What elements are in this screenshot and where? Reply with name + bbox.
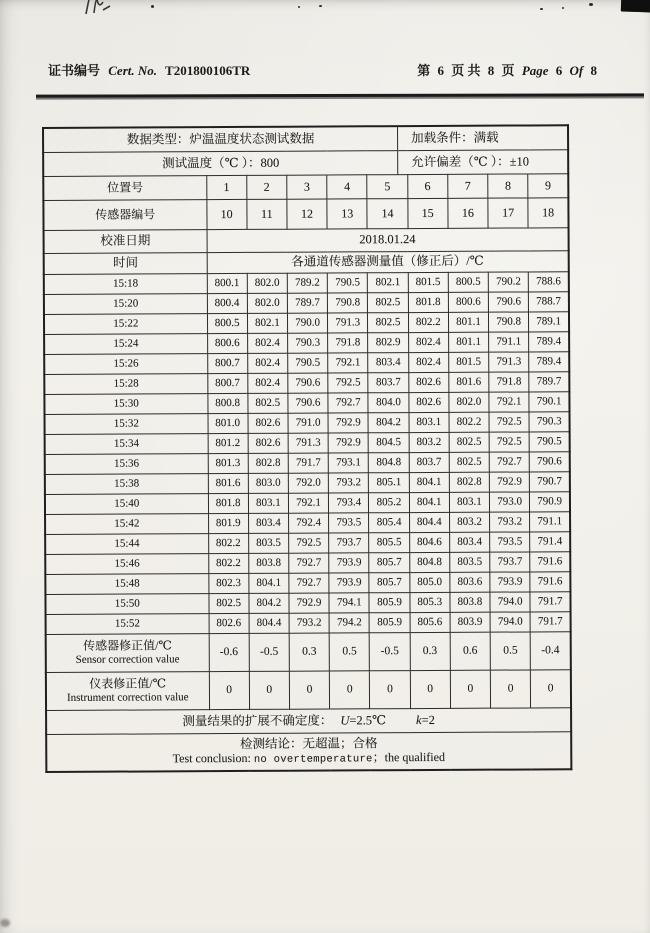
uncertainty-k-symbol: k [415,712,422,727]
value-cell: 803.7 [409,452,449,472]
value-cell: 805.5 [369,533,409,553]
value-cell: 800.1 [207,273,247,293]
value-cell: 801.6 [208,473,248,493]
page-en-of: Of [569,63,584,78]
value-cell: 0 [531,670,571,708]
value-cell: 801.1 [448,332,488,352]
value-cell: 802.3 [208,573,248,593]
value-cell: 0.5 [490,632,530,670]
value-cell: 793.9 [329,573,369,593]
time-cell: 15:22 [44,314,207,335]
page-header [48,60,597,79]
value-cell: 801.8 [208,493,248,513]
calibration-date-label: 校准日期 [44,230,207,254]
page-current: 6 [437,63,445,78]
value-cell: 793.9 [490,572,530,592]
channel-header-cell: 各通道传感器测量值（修正后）/℃ [207,251,569,274]
value-cell: 805.7 [369,573,409,593]
value-cell: 802.0 [247,293,287,313]
position-label: 位置号 [43,176,206,201]
value-cell: 0 [370,671,410,709]
page-en-current: 6 [555,63,563,78]
value-cell: 792.1 [288,493,328,513]
value-cell: 803.4 [449,532,489,552]
measurement-rows [44,272,571,635]
value-cell: 789.4 [529,332,569,352]
value-cell: 0 [330,671,370,709]
conclusion-row [46,732,571,772]
value-cell: -0.6 [209,633,249,671]
value-cell: 794.2 [329,613,369,633]
scan-speck [319,5,322,7]
furnace-test-data-table [42,124,572,773]
time-header-row [44,251,569,275]
value-cell: 791.4 [530,532,570,552]
time-cell: 15:36 [45,454,208,475]
cert-label-cn: 证书编号 [48,63,101,78]
measurement-row [44,332,569,355]
value-cell: 802.5 [248,393,288,413]
time-cell: 15:48 [45,574,208,595]
value-cell: 7 [448,174,488,198]
value-cell: 802.5 [449,432,489,452]
value-cell: 793.2 [328,473,368,493]
value-cell: 792.5 [489,432,529,452]
measurement-row [45,412,570,435]
measurement-row [45,492,570,515]
value-cell: 0.6 [450,632,490,670]
value-cell: 12 [287,199,327,229]
sensor-correction-row [46,632,571,673]
value-cell: 802.0 [247,273,287,293]
value-cell: 790.1 [529,392,569,412]
value-cell: 803.1 [449,492,489,512]
value-cell: 0 [450,670,490,708]
value-cell: 791.1 [489,332,529,352]
uncertainty-k-value: =2 [421,712,435,727]
value-cell: 801.5 [408,272,448,292]
value-cell: 789.7 [287,293,327,313]
value-cell: 790.5 [288,353,328,373]
value-cell: 794.0 [490,592,530,612]
value-cell: 805.4 [369,513,409,533]
instrument-correction-label: 仪表修正值/℃ Instrument correction value [46,672,209,711]
value-cell: 793.7 [329,533,369,553]
value-cell: 800.7 [207,373,247,393]
value-cell: 802.6 [408,372,448,392]
value-cell: 802.2 [208,533,248,553]
value-cell: 804.1 [249,573,289,593]
value-cell: 793.7 [490,552,530,572]
uncertainty-label: 测量结果的扩展不确定度： [182,713,333,729]
measurement-row [44,292,569,315]
value-cell: 792.9 [328,433,368,453]
conclusion-cell [46,732,571,772]
value-cell: 793.9 [329,553,369,573]
value-cell: 790.8 [328,293,368,313]
time-cell: 15:18 [44,274,207,295]
value-cell: 791.6 [530,572,570,592]
time-cell: 15:46 [45,554,208,575]
table-wrapper [42,124,572,773]
value-cell: 802.4 [247,353,287,373]
position-row [43,174,568,201]
uncertainty-cell [46,708,571,735]
value-cell: 2 [246,175,286,199]
time-cell: 15:24 [44,334,207,355]
value-cell: 792.1 [489,392,529,412]
value-cell: 803.4 [248,513,288,533]
value-cell: 790.6 [288,393,328,413]
value-cell: 18 [528,198,568,228]
measurement-row [45,552,570,575]
value-cell: 0 [490,670,530,708]
scan-smudge [0,919,10,927]
value-cell: 803.8 [248,553,288,573]
value-cell: 8 [488,174,528,198]
value-cell: 802.5 [208,593,248,613]
value-cell: 792.4 [288,513,328,533]
value-cell: 791.8 [328,333,368,353]
page-cn-prefix: 第 [417,63,431,78]
measurement-row [44,272,569,295]
time-cell: 15:28 [44,374,207,395]
value-cell: 800.6 [207,333,247,353]
value-cell: 792.7 [489,452,529,472]
value-cell: 792.9 [328,413,368,433]
value-cell: 790.2 [488,272,528,292]
value-cell: 793.2 [490,512,530,532]
value-cell: 792.7 [289,553,329,573]
value-cell: 792.7 [328,393,368,413]
value-cell: 804.1 [409,472,449,492]
value-cell: 802.6 [248,433,288,453]
value-cell: 802.8 [449,472,489,492]
value-cell: 802.5 [368,313,408,333]
value-cell: 802.4 [408,332,448,352]
cert-number: T201800106TR [165,63,251,78]
value-cell: 800.7 [207,353,247,373]
value-cell: 0 [249,671,289,709]
measurement-row [44,352,569,375]
value-cell: 790.7 [530,472,570,492]
cert-label-en: Cert. No. [108,63,158,78]
value-cell: 788.6 [529,272,569,292]
value-cell: 804.2 [249,593,289,613]
uncertainty-u-value: =2.5℃ [349,713,387,728]
value-cell: 792.1 [328,353,368,373]
measurement-row [44,312,569,335]
value-cell: 802.4 [247,333,287,353]
value-cell: 803.9 [450,612,490,632]
value-cell: -0.4 [530,632,570,670]
time-cell: 15:38 [45,474,208,495]
conclusion-en: Test conclusion: no overtemperature；the qualified [172,749,445,766]
value-cell: 802.6 [408,392,448,412]
value-cell: 802.5 [449,452,489,472]
page-total: 8 [487,63,495,78]
value-cell: 790.9 [530,492,570,512]
value-cell: 802.8 [248,453,288,473]
measurement-row [45,592,570,615]
value-cell: 790.8 [489,312,529,332]
value-cell: 789.7 [529,372,569,392]
value-cell: 9 [528,174,568,198]
value-cell: 790.5 [327,273,367,293]
test-temp-row [43,150,568,177]
measurement-row [45,512,570,535]
time-cell: 15:40 [45,494,208,515]
value-cell: 791.1 [530,512,570,532]
value-cell: 16 [448,198,488,228]
page-number-line [413,60,597,79]
value-cell: 801.1 [448,312,488,332]
time-label: 时间 [44,253,207,275]
value-cell: 803.1 [248,493,288,513]
value-cell: 802.0 [449,392,489,412]
scan-corner-mark [621,0,650,13]
data-type-cell: 数据类型：炉温温度状态测试数据 [126,131,315,147]
cert-number-line [48,60,255,79]
value-cell: 800.5 [207,313,247,333]
value-cell: 804.2 [368,413,408,433]
value-cell: 801.3 [208,453,248,473]
measurement-row [45,432,570,455]
value-cell: 803.6 [450,572,490,592]
value-cell: 790.6 [488,292,528,312]
value-cell: 804.6 [409,532,449,552]
measurement-row [44,392,569,415]
header-rule [36,93,644,97]
measurement-row [45,472,570,495]
value-cell: 802.6 [209,613,249,633]
value-cell: 802.2 [449,412,489,432]
time-cell: 15:30 [44,394,207,415]
value-cell: 792.5 [489,412,529,432]
page-cn-mid: 页 共 [451,63,481,78]
value-cell: 804.8 [409,552,449,572]
value-cell: 789.1 [529,312,569,332]
value-cell: 800.8 [207,393,247,413]
value-cell: 791.7 [288,453,328,473]
value-cell: 802.2 [408,312,448,332]
measurement-row [45,572,570,595]
time-cell: 15:26 [44,354,207,375]
value-cell: 803.4 [368,353,408,373]
value-cell: 13 [327,199,367,229]
value-cell: 0 [410,670,450,708]
value-cell: 790.5 [529,432,569,452]
value-cell: 792.9 [289,593,329,613]
value-cell: 803.5 [450,552,490,572]
sensor-correction-label: 传感器修正值/℃ Sensor correction value [46,634,209,673]
value-cell: 6 [407,174,447,198]
measurement-row [44,372,569,395]
page-en-label: Page [521,63,549,78]
value-cell: 790.6 [288,373,328,393]
value-cell: 804.1 [409,492,449,512]
value-cell: 792.9 [489,472,529,492]
value-cell: 15 [407,198,447,228]
value-cell: 789.4 [529,352,569,372]
value-cell: 800.4 [207,293,247,313]
value-cell: 790.0 [287,313,327,333]
value-cell: 804.4 [409,512,449,532]
value-cell: 801.0 [208,413,248,433]
calibration-date-row [44,228,569,254]
value-cell: 791.3 [288,433,328,453]
pen-scribble-mark [82,0,114,16]
value-cell: 0.3 [289,633,329,671]
data-type-row [43,125,568,152]
value-cell: 804.5 [368,433,408,453]
value-cell: 791.7 [530,592,570,612]
instrument-correction-row [46,670,571,711]
value-cell: 793.1 [328,453,368,473]
value-cell: 0.3 [410,632,450,670]
value-cell: 790.3 [288,333,328,353]
value-cell: 793.0 [489,492,529,512]
value-cell: 801.6 [449,372,489,392]
value-cell: 791.3 [328,313,368,333]
scan-speck [562,7,564,9]
value-cell: 791.7 [530,612,570,632]
value-cell: 792.0 [288,473,328,493]
value-cell: 805.3 [410,592,450,612]
value-cell: 803.5 [248,533,288,553]
value-cell: 792.5 [328,373,368,393]
value-cell: 805.2 [369,493,409,513]
value-cell: 803.2 [449,512,489,532]
value-cell: 805.0 [409,572,449,592]
value-cell: 800.5 [448,272,488,292]
value-cell: 805.1 [369,473,409,493]
time-cell: 15:32 [45,414,208,435]
value-cell: 5 [367,175,407,199]
conclusion-cn: 检测结论：无超温；合格 [239,736,378,751]
value-cell: 4 [327,175,367,199]
uncertainty-u-symbol: U [340,713,350,728]
value-cell: -0.5 [370,633,410,671]
value-cell: 794.0 [490,612,530,632]
load-condition-cell: 加载条件：满载 [397,126,567,150]
time-cell: 15:44 [45,534,208,555]
value-cell: 791.0 [288,413,328,433]
value-cell: 793.2 [289,613,329,633]
value-cell: 802.5 [368,293,408,313]
measurement-row [45,532,570,555]
value-cell: 790.6 [529,452,569,472]
value-cell: 801.5 [448,352,488,372]
sensor-number-row [43,198,568,231]
uncertainty-row [46,708,571,735]
time-cell: 15:34 [45,434,208,455]
value-cell: 802.4 [408,352,448,372]
value-cell: 17 [488,198,528,228]
value-cell: 10 [206,199,246,229]
value-cell: 805.9 [369,593,409,613]
allowed-deviation-cell: 允许偏差（℃ ）：±10 [397,150,567,174]
value-cell: 791.3 [489,352,529,372]
value-cell: 1 [206,175,246,199]
measurement-row [46,612,571,635]
time-cell: 15:42 [45,514,208,535]
value-cell: 802.1 [247,313,287,333]
value-cell: 804.0 [368,393,408,413]
value-cell: 0 [209,671,249,709]
value-cell: 793.5 [490,532,530,552]
value-cell: 0 [289,671,329,709]
value-cell: 805.7 [369,553,409,573]
time-cell: 15:20 [44,294,207,315]
page-cn-suffix: 页 [501,63,515,78]
value-cell: 801.8 [408,292,448,312]
value-cell: 800.6 [448,292,488,312]
value-cell: 793.5 [329,513,369,533]
value-cell: 803.7 [368,373,408,393]
sensor-number-label: 传感器编号 [43,200,206,231]
value-cell: 790.3 [529,412,569,432]
value-cell: 803.1 [409,412,449,432]
value-cell: 792.7 [289,573,329,593]
time-cell: 15:50 [45,594,208,615]
value-cell: 14 [367,199,407,229]
value-cell: 801.9 [208,513,248,533]
value-cell: 804.8 [369,453,409,473]
value-cell: 803.2 [409,432,449,452]
scan-speck [151,5,154,8]
calibration-date-value: 2018.01.24 [207,228,569,253]
value-cell: 802.6 [248,413,288,433]
test-temp-cell: 测试温度（℃ ）：800 [162,155,280,171]
value-cell: 804.4 [249,613,289,633]
value-cell: 788.7 [529,292,569,312]
value-cell: 803.0 [248,473,288,493]
value-cell: 11 [247,199,287,229]
value-cell: 805.6 [410,612,450,632]
value-cell: 802.9 [368,333,408,353]
scan-speck [540,8,543,10]
value-cell: 802.1 [368,273,408,293]
value-cell: 794.1 [329,593,369,613]
value-cell: 805.9 [369,613,409,633]
value-cell: 792.5 [289,533,329,553]
value-cell: -0.5 [249,633,289,671]
value-cell: 791.8 [489,372,529,392]
time-cell: 15:52 [46,614,209,635]
value-cell: 793.4 [329,493,369,513]
value-cell: 791.6 [530,552,570,572]
value-cell: 801.2 [208,433,248,453]
value-cell: 802.2 [208,553,248,573]
value-cell: 802.4 [248,373,288,393]
value-cell: 3 [287,175,327,199]
page-en-total: 8 [590,63,597,78]
scan-speck [298,6,300,8]
value-cell: 789.2 [287,273,327,293]
measurement-row [45,452,570,475]
value-cell: 803.8 [450,592,490,612]
value-cell: 0.5 [329,633,369,671]
scan-speck [589,3,593,6]
